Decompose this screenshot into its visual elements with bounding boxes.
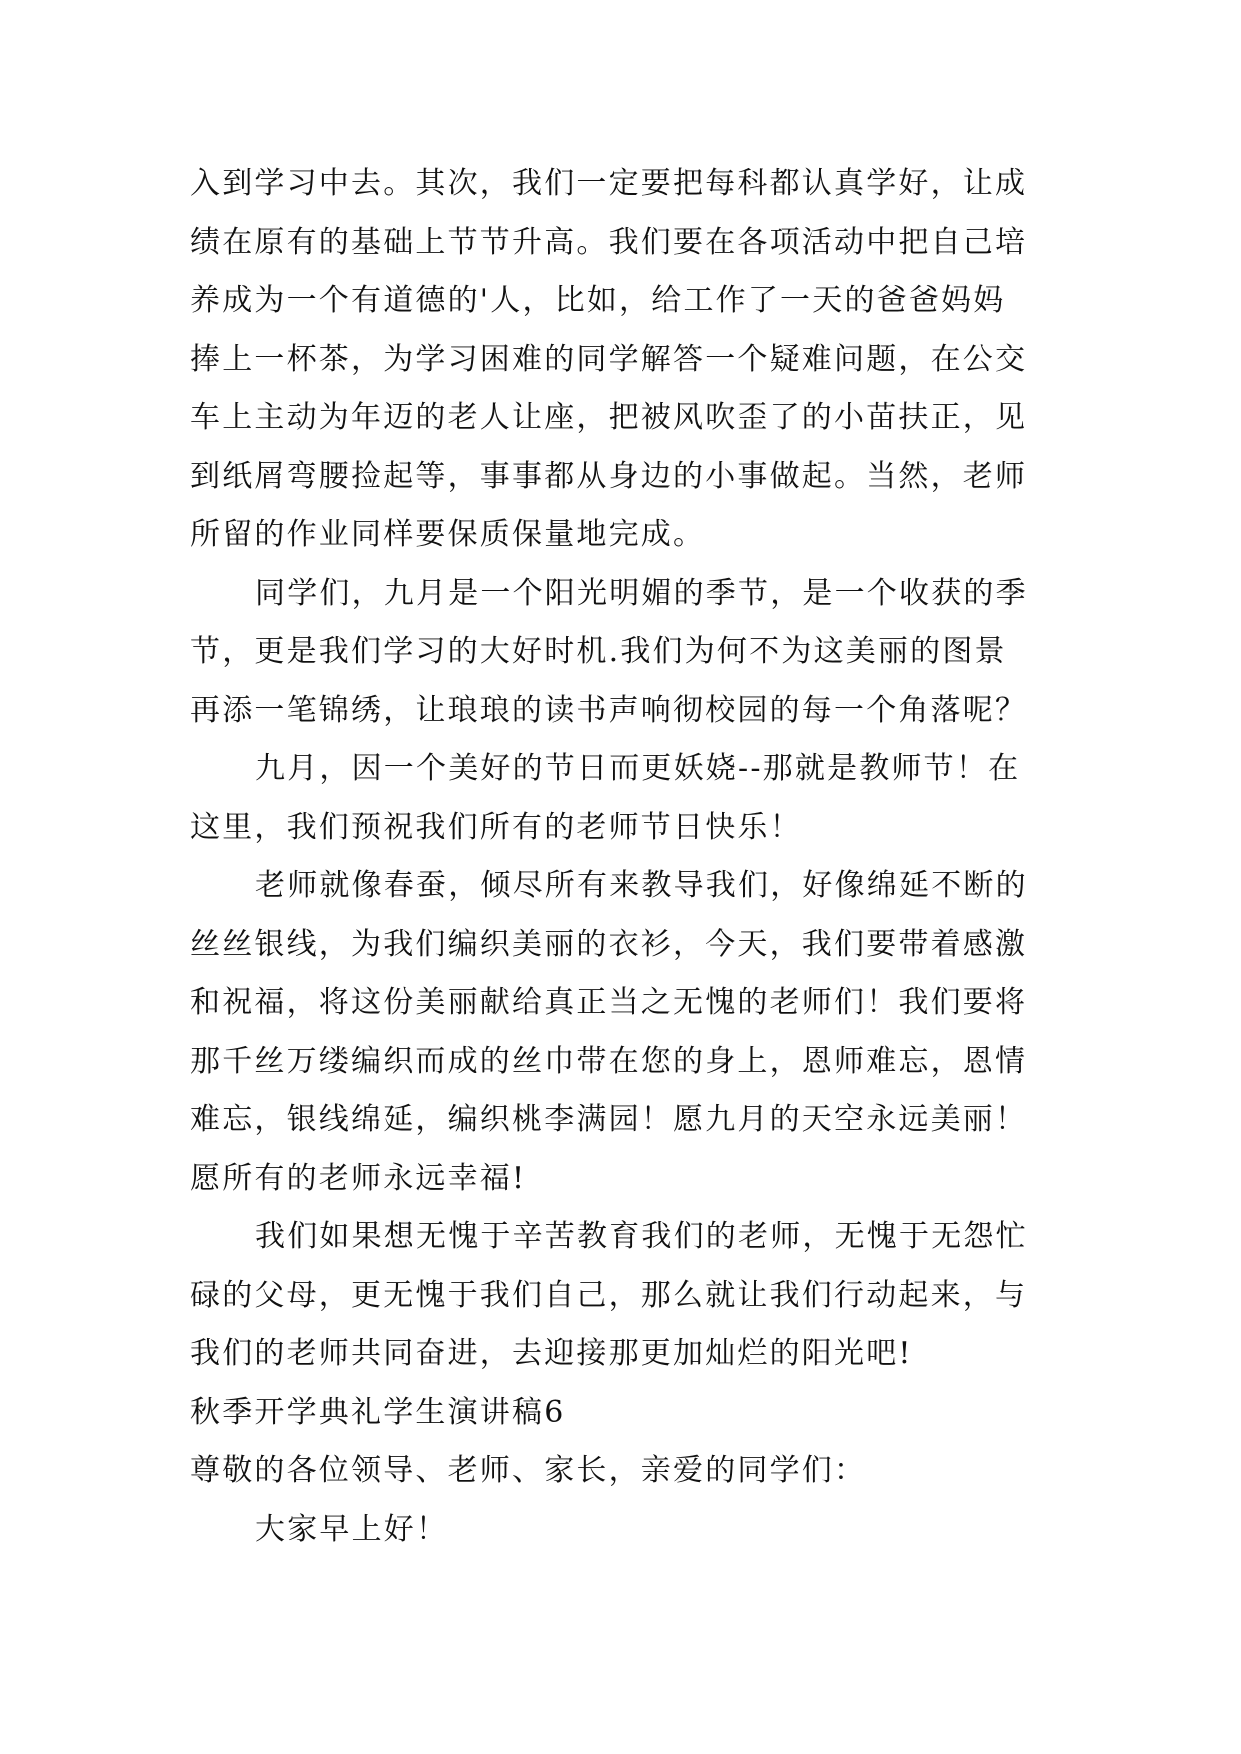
text-line: 那千丝万缕编织而成的丝巾带在您的身上，恩师难忘，恩情 [190,1044,1028,1079]
text-line: 这里，我们预祝我们所有的老师节日快乐！ [190,810,802,845]
text-line: 愿所有的老师永远幸福! [190,1161,527,1196]
text-line: 入到学习中去。其次，我们一定要把每科都认真学好，让成 [190,166,1028,201]
text-line: 车上主动为年迈的老人让座，把被风吹歪了的小苗扶正，见 [190,400,1028,435]
text-line: 碌的父母，更无愧于我们自己，那么就让我们行动起来，与 [190,1278,1028,1313]
text-line: 和祝福，将这份美丽献给真正当之无愧的老师们！我们要将 [190,985,1028,1020]
text-line: 节，更是我们学习的大好时机.我们为何不为这美丽的图景 [190,634,1007,669]
text-line: 我们的老师共同奋进，去迎接那更加灿烂的阳光吧! [190,1336,913,1371]
paragraph-start-line: 老师就像春蚕，倾尽所有来教导我们，好像绵延不断的 [255,868,1028,903]
text-line: 捧上一杯茶，为学习困难的同学解答一个疑难问题，在公交 [190,342,1028,377]
text-line: 养成为一个有道德的'人，比如，给工作了一天的爸爸妈妈 [190,283,1006,318]
text-line: 丝丝银线，为我们编织美丽的衣衫，今天，我们要带着感激 [190,927,1028,962]
greeting-line: 大家早上好！ [255,1512,449,1547]
paragraph-start-line: 九月，因一个美好的节日而更妖娆--那就是教师节！在 [255,751,1021,786]
paragraph-start-line: 同学们，九月是一个阳光明媚的季节，是一个收获的季 [255,576,1028,611]
paragraph-start-line: 我们如果想无愧于辛苦教育我们的老师，无愧于无怨忙 [255,1219,1028,1254]
text-line: 难忘，银线绵延，编织桃李满园！愿九月的天空永远美丽！ [190,1102,1028,1137]
text-line: 再添一笔锦绣，让琅琅的读书声响彻校园的每一个角落呢？ [190,693,1028,728]
salutation-line: 尊敬的各位领导、老师、家长，亲爱的同学们： [190,1453,867,1488]
section-heading: 秋季开学典礼学生演讲稿6 [190,1395,566,1430]
text-line: 绩在原有的基础上节节升高。我们要在各项活动中把自己培 [190,225,1028,260]
text-line: 所留的作业同样要保质保量地完成。 [190,517,706,552]
text-line: 到纸屑弯腰捡起等，事事都从身边的小事做起。当然，老师 [190,459,1028,494]
